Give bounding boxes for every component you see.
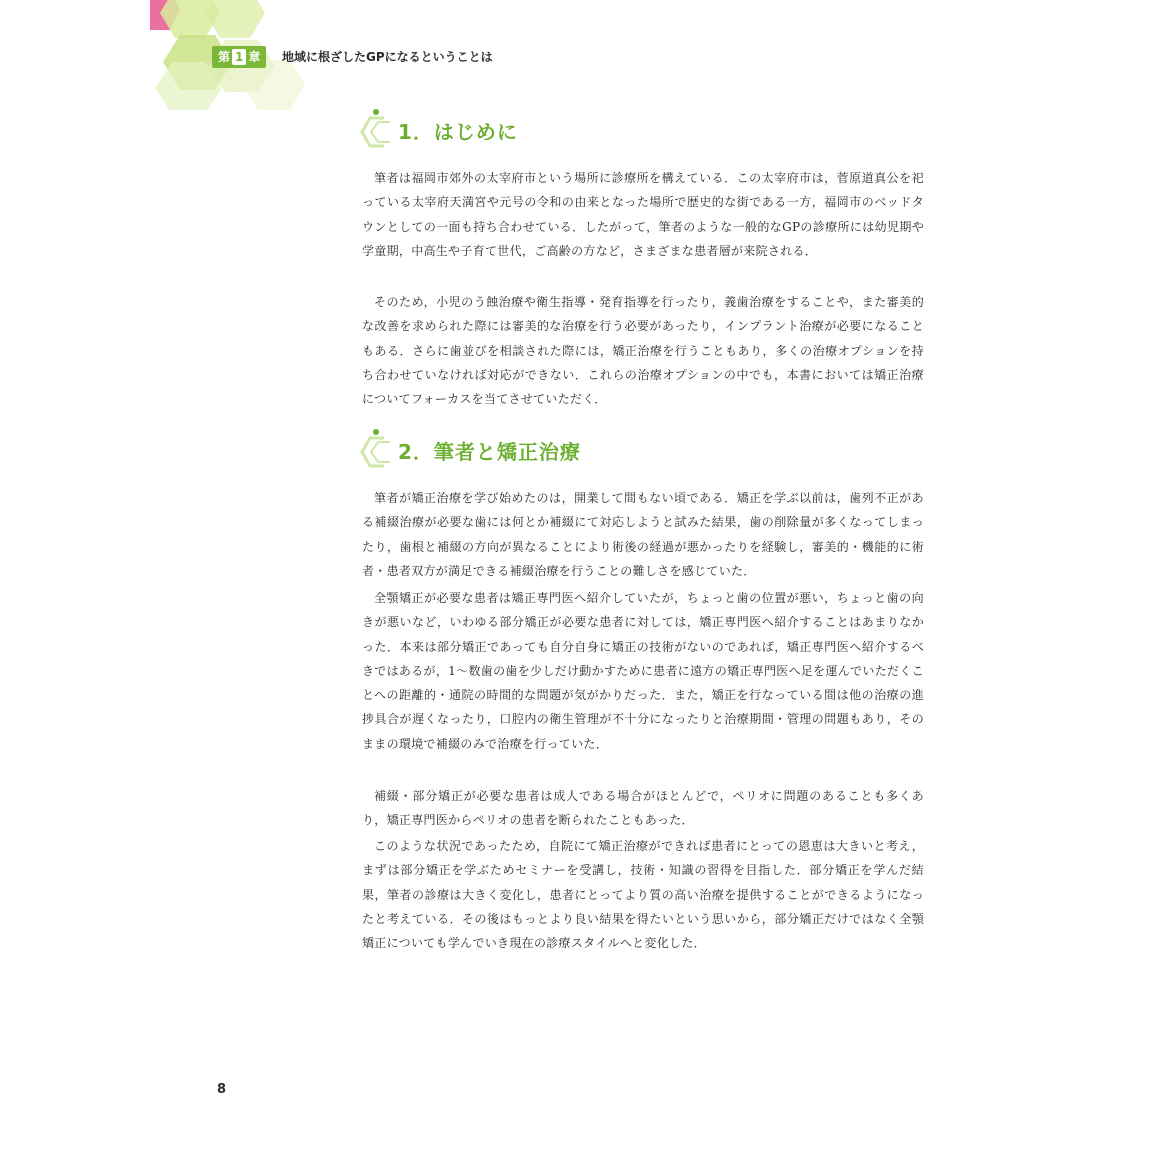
hexagon-bullet-icon [360,108,400,154]
paragraph: このような状況であったため，自院にて矯正治療ができれば患者にとっての恩恵は大きいと考え，まずは部分矯正を学ぶためセミナーを受講し，技術・知識の習得を目指した．部分矯正を学んだ結果，筆者の診療は大きく変化し，患者にとってより質の高い治療を提供することができるようになったと考えている．その後はもっとより良い結果を得たいという思いから，部分矯正だけではなく全顎矯正についても学んでいき現在の診療スタイルへと変化した． [362,839,924,951]
chapter-number: 1 [232,49,246,65]
chapter-title: 地域に根ざしたGPになるということは [282,50,493,64]
section-title: 1．はじめに [398,120,518,144]
section-heading-1 [360,108,920,154]
section-heading-2 [360,428,920,474]
paragraph: 筆者が矯正治療を学び始めたのは，開業して間もない頃である．矯正を学ぶ以前は，歯列不正がある補綴治療が必要な歯には何とか補綴にて対応しようと試みた結果，歯の削除量が多くなってしまったり，歯根と補綴の方向が異なることにより術後の経過が悪かったりを経験し，審美的・機能的に術者・患者双方が満足できる補綴治療を行うことの難しさを感じていた． [362,491,924,578]
chapter-label: 第 [218,50,231,64]
paragraph: 全顎矯正が必要な患者は矯正専門医へ紹介していたが，ちょっと歯の位置が悪い，ちょっと歯の向きが悪いなど，いわゆる部分矯正が必要な患者に対しては，矯正専門医へ紹介することはあまりなかった．本来は部分矯正であっても自分自身に矯正の技術がないのであれば，矯正専門医へ紹介するべきではあるが，1〜数歯の歯を少しだけ動かすために患者に遠方の矯正専門医へ足を運んでいただくことへの距離的・通院の時間的な問題が気がかりだった．また，矯正を行なっている間は他の治療の進捗具合が遅くなったり，口腔内の衛生管理が不十分になったりと治療期間・管理の問題もあり，そのままの環境で補綴のみで治療を行っていた． [362,591,924,751]
chapter-badge [212,46,266,68]
chapter-suffix: 章 [248,50,261,64]
hexagon-bullet-icon [360,428,400,474]
paragraph: 筆者は福岡市郊外の太宰府市という場所に診療所を構えている．この太宰府市は，菅原道真公を祀っている太宰府天満宮や元号の令和の由来となった場所で歴史的な街である一方，福岡市のベッドタウンとしての一面も持ち合わせている．したがって，筆者のような一般的なGPの診療所には幼児期や学童期，中高生や子育て世代，ご高齢の方など，さまざまな患者層が来院される． [362,171,924,258]
paragraph: そのため，小児のう蝕治療や衛生指導・発育指導を行ったり，義歯治療をすることや，また審美的な改善を求められた際には審美的な治療を行う必要があったり，インプラント治療が必要になることもある．さらに歯並びを相談された際には，矯正治療を行うこともあり，多くの治療オプションを持ち合わせていなければ対応ができない．これらの治療オプションの中でも，本書においては矯正治療についてフォーカスを当てさせていただく． [362,295,924,407]
section-title: 2．筆者と矯正治療 [398,440,581,464]
page-number: 8 [217,1082,227,1097]
paragraph: 補綴・部分矯正が必要な患者は成人である場合がほとんどで，ペリオに問題のあることも多くあり，矯正専門医からペリオの患者を断られたこともあった． [362,789,924,828]
hexagon-decoration [0,0,330,110]
